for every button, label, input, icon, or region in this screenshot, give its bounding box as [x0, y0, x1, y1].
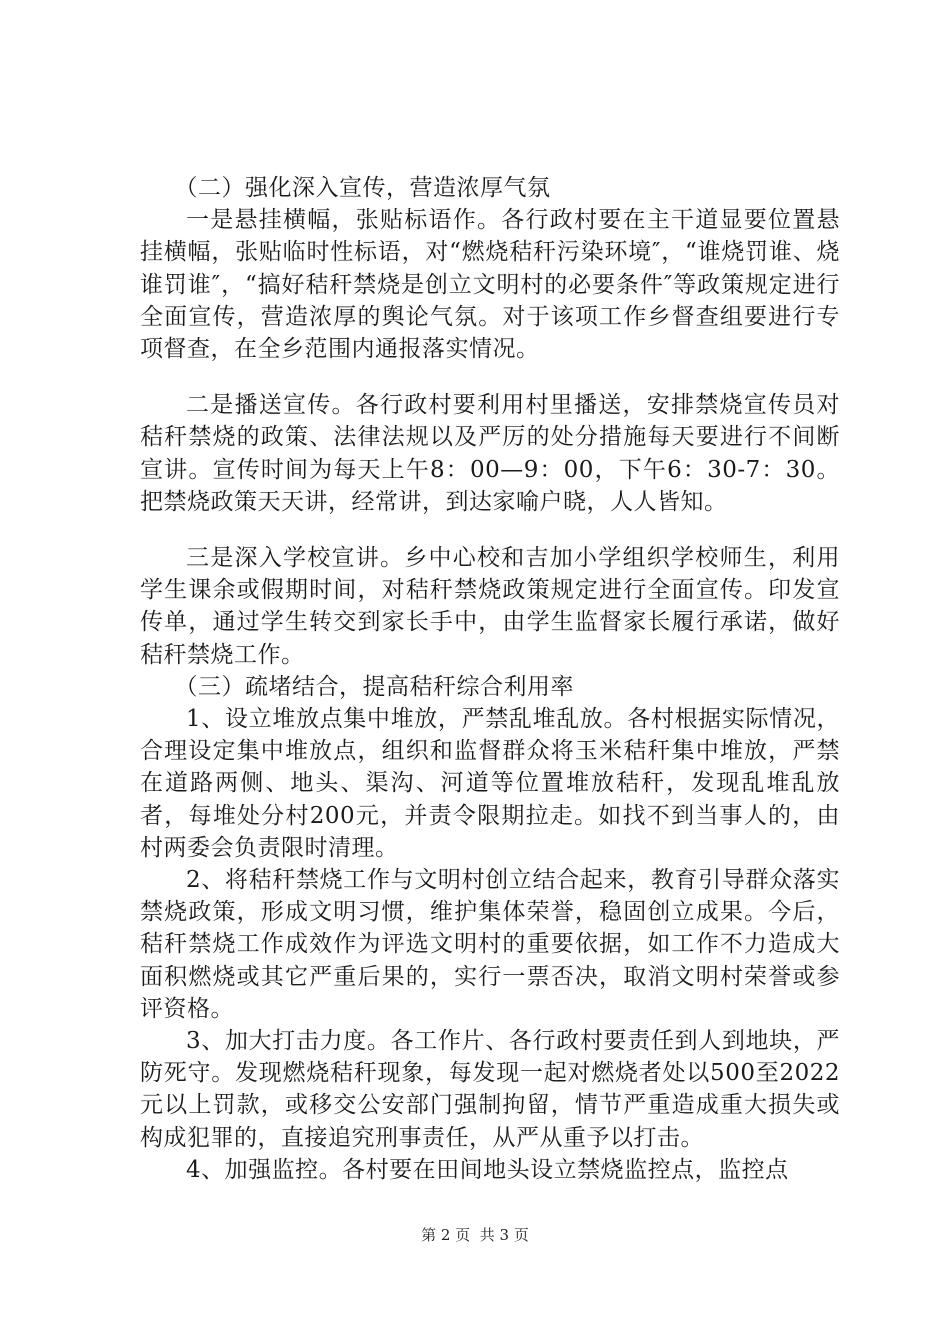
paragraph-item-1: 1、设立堆放点集中堆放，严禁乱堆乱放。各村根据实际情况，合理设定集中堆放点，组织和监督群众将玉米秸秆集中堆放，严禁在道路两侧、地头、渠沟、河道等位置堆放秸秆，发现乱堆乱放者，每堆处分村200元，并责令限期拉走。如找不到当事人的，由村两委会负责限时清理。	[140, 706, 840, 861]
paragraph-item-2: 2、将秸秆禁烧工作与文明村创立结合起来，教育引导群众落实禁烧政策，形成文明习惯，维护集体荣誉，稳固创立成果。今后，秸秆禁烧工作成效作为评选文明村的重要依据，如工作不力造成大面积燃烧或其它严重后果的，实行一票否决，取消文明村荣誉或参评资格。	[140, 867, 840, 1022]
section-heading-2: （二）强化深入宣传，营造浓厚气氛	[174, 175, 551, 201]
paragraph-school: 三是深入学校宣讲。乡中心校和吉加小学组织学校师生，利用学生课余或假期时间，对秸秆禁烧政策规定进行全面宣传。印发宣传单，通过学生转交到家长手中，由学生监督家长履行承诺，做好秸秆禁烧工作。	[140, 545, 840, 668]
paragraph-item-4: 4、加强监控。各村要在田间地头设立禁烧监控点，监控点	[186, 1156, 789, 1183]
paragraph-gap	[140, 365, 840, 389]
document-body	[140, 172, 840, 1186]
paragraph-broadcast: 二是播送宣传。各行政村要利用村里播送，安排禁烧宣传员对秸秆禁烧的政策、法律法规以及严厉的处分措施每天要进行不间断宣讲。宣传时间为每天上午8：00—9：00，下午6：30-7：30。把禁烧政策天天讲，经常讲，到达家喻户晓，人人皆知。	[140, 392, 840, 515]
paragraph-banners: 一是悬挂横幅，张贴标语作。各行政村要在主干道显要位置悬挂横幅，张贴临时性标语，对“燃烧秸秆污染环境″，“谁烧罚谁、烧谁罚谁″，“搞好秸秆禁烧是创立文明村的必要条件″等政策规定进行全面宣传，营造浓厚的舆论气氛。对于该项工作乡督查组要进行专项督查，在全乡范围内通报落实情况。	[140, 207, 840, 363]
page-footer: 第 2 页 共 3 页	[421, 1226, 529, 1244]
paragraph-item-3: 3、加大打击力度。各工作片、各行政村要责任到人到地块，严防死守。发现燃烧秸秆现象，每发现一起对燃烧者处以500至2022元以上罚款，或移交公安部门强制拘留，情节严重造成重大损失或构成犯罪的，直接追究刑事责任，从严从重予以打击。	[140, 1028, 840, 1151]
paragraph-gap	[140, 518, 840, 542]
section-heading-3: （三）疏堵结合，提高秸秆综合利用率	[174, 673, 574, 700]
